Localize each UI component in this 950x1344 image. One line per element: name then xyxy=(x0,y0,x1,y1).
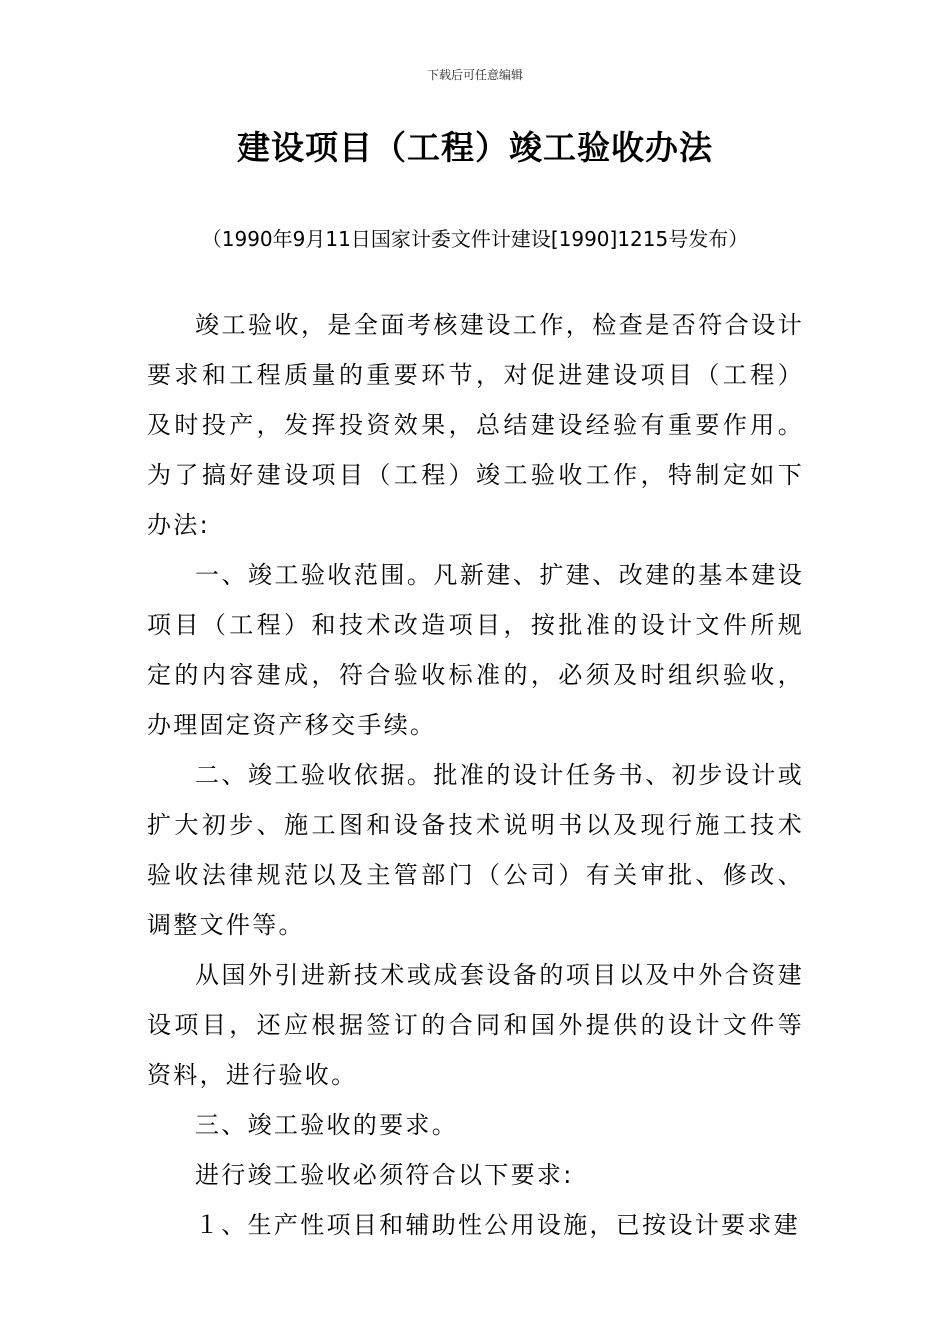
paragraph-intro: 竣工验收，是全面考核建设工作，检查是否符合设计要求和工程质量的重要环节，对促进建设项目（工程）及时投产，发挥投资效果，总结建设经验有重要作用。为了搞好建设项目（工程）竣工验收工作，特制定如下办法: xyxy=(147,311,804,539)
document-title: 建设项目（工程）竣工验收办法 xyxy=(237,128,713,167)
document-subtitle: （1990年9月11日国家计委文件计建设[1990]1215号发布） xyxy=(201,227,749,251)
paragraph-requirements-heading: 三、竣工验收的要求。 xyxy=(195,1111,458,1139)
paragraph-requirements-intro: 进行竣工验收必须符合以下要求: xyxy=(195,1161,574,1189)
document-body xyxy=(147,300,804,1250)
paragraph-requirement-1: １、生产性项目和辅助性公用设施，已按设计要求建 xyxy=(195,1211,800,1239)
paragraph-scope: 一、竣工验收范围。凡新建、扩建、改建的基本建设项目（工程）和技术改造项目，按批准的设计文件所规定的内容建成，符合验收标准的，必须及时组织验收，办理固定资产移交手续。 xyxy=(147,561,804,739)
paragraph-foreign-projects: 从国外引进新技术或成套设备的项目以及中外合资建设项目，还应根据签订的合同和国外提供的设计文件等资料，进行验收。 xyxy=(147,961,804,1089)
paragraph-basis: 二、竣工验收依据。批准的设计任务书、初步设计或扩大初步、施工图和设备技术说明书以及现行施工技术验收法律规范以及主管部门（公司）有关审批、修改、调整文件等。 xyxy=(147,761,804,939)
header-note: 下载后可任意编辑 xyxy=(426,68,523,82)
